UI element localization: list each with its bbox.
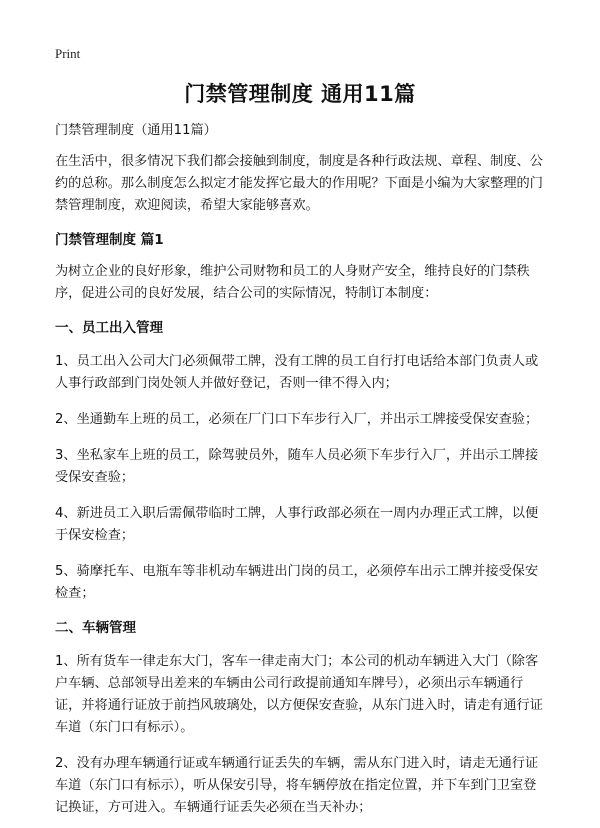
list-item: 1、所有货车一律走东大门，客车一律走南大门；本公司的机动车辆进入大门（除客户车辆、总部领导出差来的车辆由公司行政提前通知车牌号），必须出示车辆通行证，并将通行证放于前挡风玻璃处，以方便保安查验，从东门进入时，请走有通行证车道（东门口有标示）。 (55, 654, 543, 735)
list-item: 4、新进员工入职后需佩带临时工牌，人事行政部必须在一周内办理正式工牌，以便于保安检查； (55, 506, 539, 543)
document-body (55, 120, 544, 819)
document-title: 门禁管理制度 通用11篇 (184, 82, 416, 106)
list-item: 2、坐通勤车上班的员工，必须在厂门口下车步行入厂，并出示工牌接受保安查验； (55, 412, 539, 427)
part2-heading: 二、车辆管理 (55, 620, 136, 636)
list-item: 3、坐私家车上班的员工，除驾驶员外，随车人员必须下车步行入厂，并出示工牌接受保安查验； (55, 448, 539, 485)
part1-heading: 一、员工出入管理 (55, 320, 163, 336)
print-link[interactable]: Print (55, 46, 81, 61)
section-heading: 门禁管理制度 篇1 (55, 232, 164, 248)
list-item: 2、没有办理车辆通行证或车辆通行证丢失的车辆，需从东门进入时，请走无通行证车道（东门口有标示），听从保安引导，将车辆停放在指定位置，并下车到门卫室登记换证，方可进入。车辆通行证丢失必须在当天补办； (55, 756, 539, 815)
section-intro-paragraph: 为树立企业的良好形象，维护公司财物和员工的人身财产安全，维持良好的门禁秩序，促进公司的良好发展，结合公司的实际情况，特制订本制度： (55, 264, 530, 301)
list-item: 5、骑摩托车、电瓶车等非机动车辆进出门岗的员工，必须停车出示工牌并接受保安检查； (55, 564, 539, 601)
list-item: 1、员工出入公司大门必须佩带工牌，没有工牌的员工自行打电话给本部门负责人或人事行政部到门岗处领人并做好登记，否则一律不得入内； (55, 354, 539, 391)
intro-paragraph: 在生活中，很多情况下我们都会接触到制度，制度是各种行政法规、章程、制度、公约的总称。那么制度怎么拟定才能发挥它最大的作用呢？下面是小编为大家整理的门禁管理制度，欢迎阅读，希望大家能够喜欢。 (55, 154, 543, 213)
document-subtitle: 门禁管理制度（通用11篇） (55, 123, 217, 138)
